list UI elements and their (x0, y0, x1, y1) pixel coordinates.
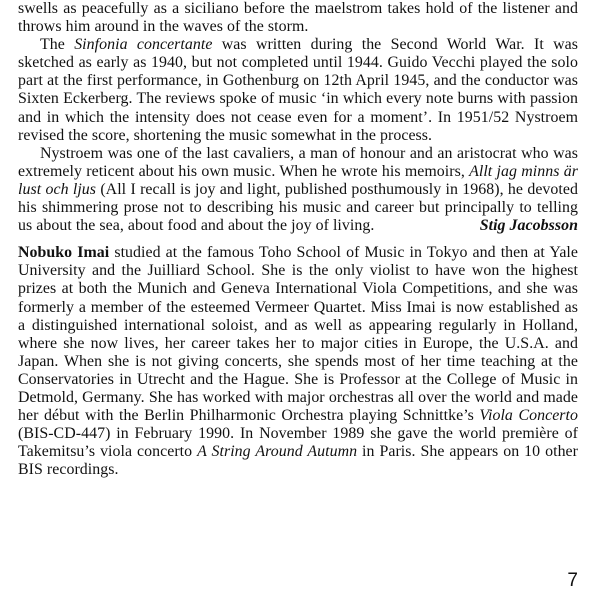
paragraph-text: in Paris. She appears on 10 other BIS recordings. (18, 443, 579, 479)
paragraph-text: (BIS-CD-447) in February 1990. In November 1989 she gave the world première of Takemitsu’s viola concerto (18, 425, 578, 461)
signature-text: Stig Jacobsson (479, 217, 578, 235)
paragraph-maelstrom (18, 0, 578, 36)
paragraph-text: studied at the famous Toho School of Music in Tokyo and then at Yale University and the Juilliard School. She is the only violist to have won the highest prizes at both the Munich and Geneva International Viola Competitions, and she was formerly a member of the esteemed Vermeer Quartet. Miss Imai is now established as a distinguished international soloist, and as well as appearing regularly in Holland, where she now lives, her career takes her to major cities in Europe, the U.S.A. and Japan. When she is not giving concerts, she spends most of her time teaching at the Conservatories in Utrecht and the Hague. She is Professor at the College of Music in Detmold, Germany. She has worked with major orchestras all over the world and made her début with the Berlin Philharmonic Orchestra playing Schnittke’s (18, 244, 578, 425)
document-page (18, 0, 578, 479)
bio-name: Nobuko Imai (18, 244, 110, 262)
paragraph-text: swells as peacefully as a siciliano before the maelstrom takes hold of the listener and throws him around in the waves of the storm. (18, 0, 578, 36)
page-number: 7 (567, 570, 578, 591)
work-title-viola-concerto: Viola Concerto (479, 407, 578, 425)
work-title-string-around-autumn: A String Around Autumn (197, 443, 358, 461)
paragraph-biography (18, 244, 578, 479)
paragraph-sinfonia (18, 36, 578, 145)
paragraph-text: (All I recall is joy and light, published posthumously in 1968), he devoted his shimmering prose not to describing his music and career but principally to telling us about the sea, about food and about the joy of living. (18, 180, 578, 235)
memoir-title: Allt jag minns är lust och ljus (18, 162, 579, 198)
paragraph-text: was written during the Second World War. It was sketched as early as 1940, but not completed until 1944. Guido Vecchi played the solo part at the first performance, in Gothenburg on 12th April 1945, and the conductor was Sixten Eckerberg. The reviews spoke of music ‘in which every note burns with passion and in which the intensity does not cease even for a moment’. In 1951/52 Nystroem revised the score, shortening the music somewhat in the process. (18, 36, 578, 144)
work-title-sinfonia: Sinfonia concertante (74, 36, 213, 54)
paragraph-text: Nystroem was one of the last cavaliers, a man of honour and an aristocrat who was extremely reticent about his own music. When he wrote his memoirs, (18, 144, 578, 180)
paragraph-text: The (40, 36, 75, 54)
